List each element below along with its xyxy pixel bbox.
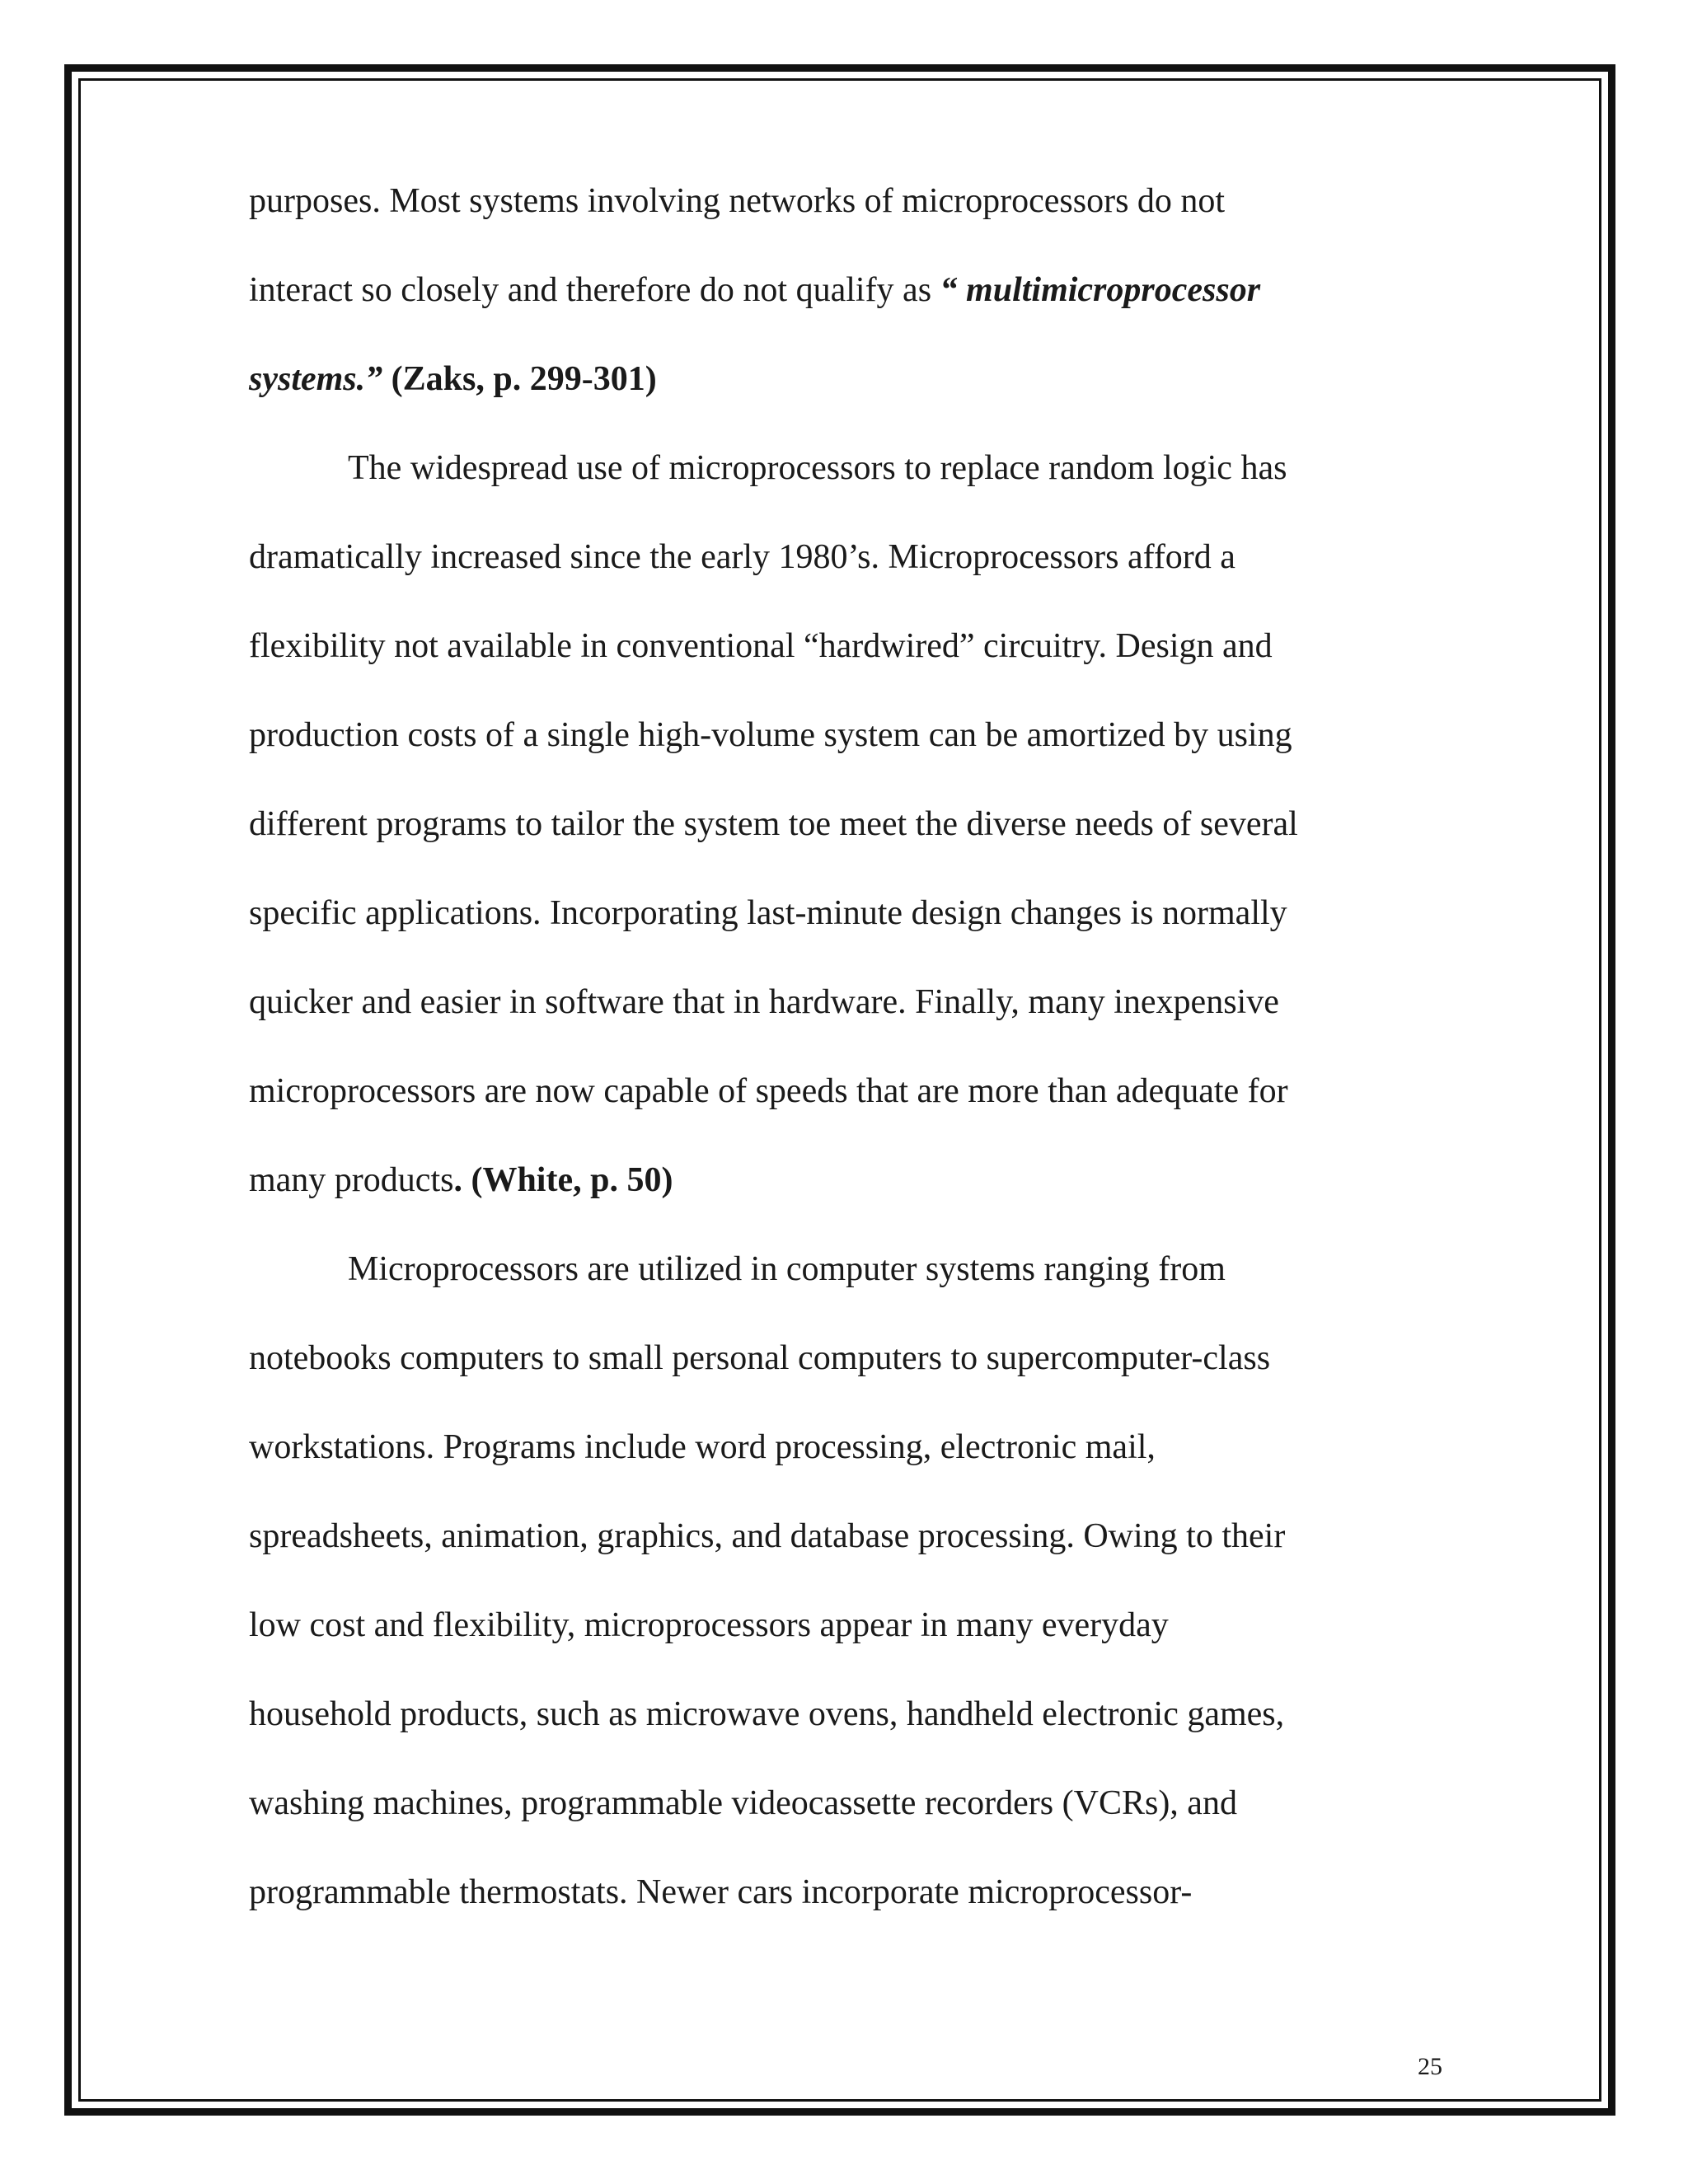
text-line: specific applications. Incorporating last-minute design changes is normally [249,894,1287,932]
text-line: many products. (White, p. 50) [249,1161,673,1199]
text-line: purposes. Most systems involving networks of microprocessors do not [249,182,1226,220]
text-line: household products, such as microwave ovens, handheld electronic games, [249,1695,1285,1733]
citation: . (White, p. 50) [453,1161,673,1199]
text-line: dramatically increased since the early 1980’s. Microprocessors afford a [249,538,1236,576]
text-line: different programs to tailor the system toe meet the diverse needs of several [249,805,1298,843]
text-line: production costs of a single high-volume system can be amortized by using [249,716,1292,754]
citation: (Zaks, p. 299-301) [382,360,657,398]
text-line: workstations. Programs include word processing, electronic mail, [249,1428,1156,1466]
text-line: interact so closely and therefore do not qualify as “ multimicroprocessor [249,271,1261,309]
text-line: washing machines, programmable videocassette recorders (VCRs), and [249,1784,1237,1822]
paragraph-start: Microprocessors are utilized in computer systems ranging from [348,1250,1226,1288]
text-line: programmable thermostats. Newer cars incorporate microprocessor- [249,1873,1193,1911]
emphasized-term: “ multimicroprocessor [940,271,1261,309]
text-line: flexibility not available in conventional “hardwired” circuitry. Design and [249,627,1273,665]
text-line: spreadsheets, animation, graphics, and database processing. Owing to their [249,1517,1286,1555]
text-line: microprocessors are now capable of speeds that are more than adequate for [249,1072,1288,1110]
text-line [249,354,657,404]
page-number: 25 [1418,2053,1442,2080]
paragraph-start: The widespread use of microprocessors to replace random logic has [348,449,1287,487]
text-line: low cost and flexibility, microprocessors appear in many everyday [249,1606,1169,1644]
text-line: quicker and easier in software that in hardware. Finally, many inexpensive [249,983,1279,1021]
text-line: notebooks computers to small personal computers to supercomputer-class [249,1339,1271,1377]
emphasized-term: systems.” [249,360,383,398]
